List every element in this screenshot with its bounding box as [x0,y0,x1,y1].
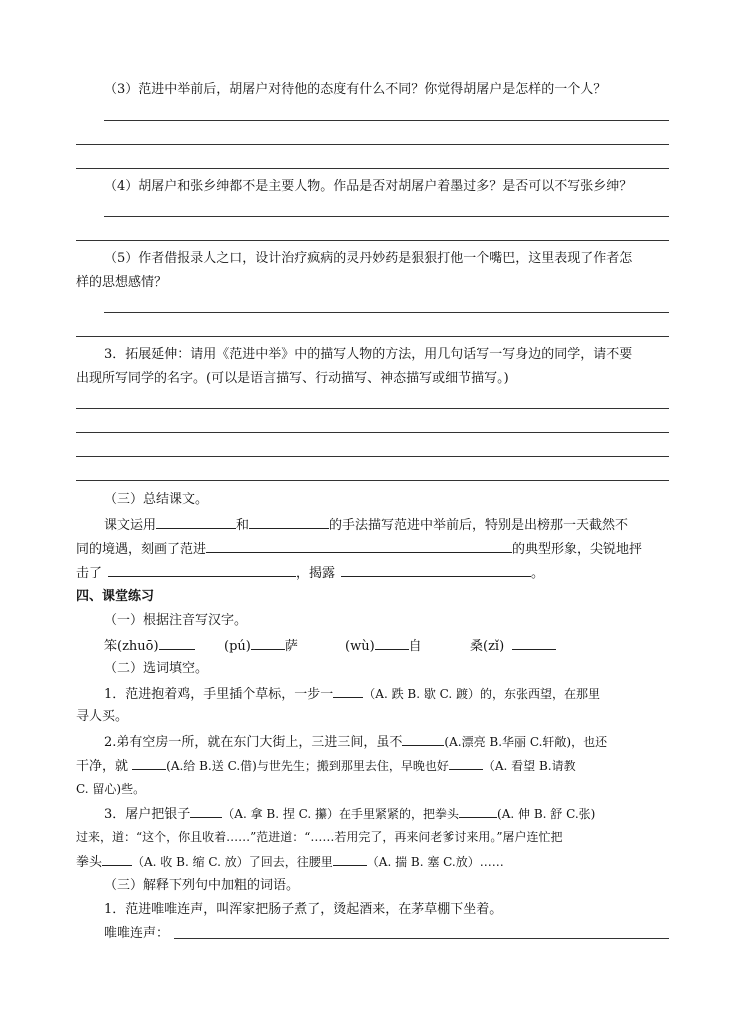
question-text: (A.给 B.送 C.借)与世先生；搬到那里去住，早晚也好 [166,759,449,773]
fill-question-3-line-1 [104,804,595,824]
summary-text: 击了 [76,566,103,581]
answer-line[interactable] [76,456,669,457]
fill-question-2-line-3: C. 留心)些。 [76,782,146,796]
summary-line-1 [104,515,628,535]
summary-heading: （三）总结课文。 [104,492,209,507]
fill-blank[interactable] [132,756,166,770]
question-text: 拳头 [76,855,103,870]
fill-question-1-line-1 [104,684,600,704]
answer-line[interactable] [76,240,669,241]
fill-blank[interactable] [206,539,512,553]
question-4: （4）胡屠户和张乡绅都不是主要人物。作品是否对胡屠户着墨过多？是否可以不写张乡绅？ [104,179,633,194]
summary-text: 同的境遇，刻画了范进 [76,542,207,557]
pinyin-text: (zǐ) [483,639,505,654]
explain-question-1: 1．范进唯唯连声，叫浑家把肠子煮了，烫起酒来，在茅草棚下坐着。 [104,902,503,917]
fill-blank[interactable] [249,515,329,529]
question-5-line-1: （5）作者借报录人之口，设计治疗疯病的灵丹妙药是狠狠打他一个嘴巴，这里表现了作者怎 [104,251,633,266]
fill-blank[interactable] [402,732,444,746]
fill-blank[interactable] [102,852,132,866]
answer-line[interactable] [76,408,669,409]
question-text: 3．屠户把银子 [104,807,191,822]
fill-blank[interactable] [341,563,531,577]
question-text: 1．范进抱着鸡，手里插个草标，一步一 [104,687,334,702]
extension-line-2: 出现所写同学的名字。(可以是语言描写、行动描写、神态描写或细节描写。) [76,371,509,386]
answer-line[interactable] [104,120,669,121]
fill-blank[interactable] [159,636,195,650]
pinyin-text: (wù) [345,639,375,654]
question-3: （3）范进中举前后，胡屠户对待他的态度有什么不同？你觉得胡屠户是怎样的一个人？ [104,82,607,97]
fill-blank[interactable] [333,684,363,698]
fill-blank[interactable] [333,852,367,866]
fill-question-2-line-2 [76,756,576,776]
answer-line[interactable] [174,938,669,939]
fill-blank[interactable] [156,515,236,529]
summary-text: 和 [236,518,250,533]
pinyin-item-1 [104,636,195,656]
summary-line-3 [76,563,544,583]
question-text: （A. 拿 B. 捏 C. 攥）在手里紧紧的，把拳头 [222,807,460,821]
fill-question-2-line-1 [104,732,607,752]
fill-question-3-line-3 [76,852,504,872]
practice-part2-heading: （二）选词填空。 [104,661,209,676]
fill-question-1-line-2: 寻人买。 [76,709,129,724]
fill-blank[interactable] [108,563,296,577]
question-5-line-2: 样的思想感情？ [76,275,168,290]
question-text: (A.漂亮 B.华丽 C.轩敞)，也还 [444,735,608,749]
question-text: （A. 跌 B. 歇 C. 踱）的，东张西望，在那里 [363,687,601,701]
pinyin-text: (pú) [224,639,251,654]
practice-heading: 四、课堂练习 [76,589,155,604]
fill-blank[interactable] [459,804,497,818]
pinyin-item-3 [345,636,422,656]
fill-blank[interactable] [251,636,285,650]
answer-line[interactable] [76,144,669,145]
answer-line[interactable] [76,336,669,337]
question-text: 2.弟有空房一所，就在东门大街上，三进三间，虽不 [104,735,403,750]
pinyin-char: 桑 [470,639,484,654]
question-text: （A. 揣 B. 塞 C.放）…… [366,855,504,869]
answer-line[interactable] [76,168,669,169]
pinyin-char: 萨 [284,639,298,654]
question-text: 干净，就 [76,759,133,774]
extension-line-1: 3．拓展延伸：请用《范进中举》中的描写人物的方法，用几句话写一写身边的同学，请不要 [104,347,633,362]
fill-blank[interactable] [190,804,222,818]
summary-text: 的典型形象，尖锐地抨 [512,542,643,557]
fill-blank[interactable] [449,756,483,770]
summary-text: 。 [531,566,545,581]
pinyin-char: 自 [408,639,422,654]
answer-line[interactable] [76,480,669,481]
practice-part3-heading: （三）解释下列句中加粗的词语。 [104,878,300,893]
pinyin-char: 笨 [104,639,118,654]
question-text: （A. 收 B. 缩 C. 放）了回去，往腰里 [132,855,333,869]
summary-text: 的手法描写范进中举前后，特别是出榜那一天截然不 [329,518,629,533]
question-text: （A. 看望 B.请教 [482,759,576,773]
summary-text: ，揭露 [296,566,336,581]
fill-question-3-line-2: 过来，道：“这个，你且收着……”范进道：“……若用完了，再来问老爹讨来用。”屠户连忙把 [76,830,563,844]
pinyin-item-2 [224,636,298,656]
pinyin-item-4 [470,636,556,656]
summary-line-2 [76,539,642,559]
fill-blank[interactable] [512,636,556,650]
practice-part1-heading: （一）根据注音写汉字。 [104,613,248,628]
question-text: (A. 伸 B. 舒 C.张) [497,807,596,821]
answer-line[interactable] [104,216,669,217]
pinyin-text: (zhuō) [117,639,159,654]
explain-term-1: 唯唯连声： [104,926,170,941]
answer-line[interactable] [104,312,669,313]
fill-blank[interactable] [375,636,409,650]
answer-line[interactable] [76,432,669,433]
summary-text: 课文运用 [104,518,157,533]
